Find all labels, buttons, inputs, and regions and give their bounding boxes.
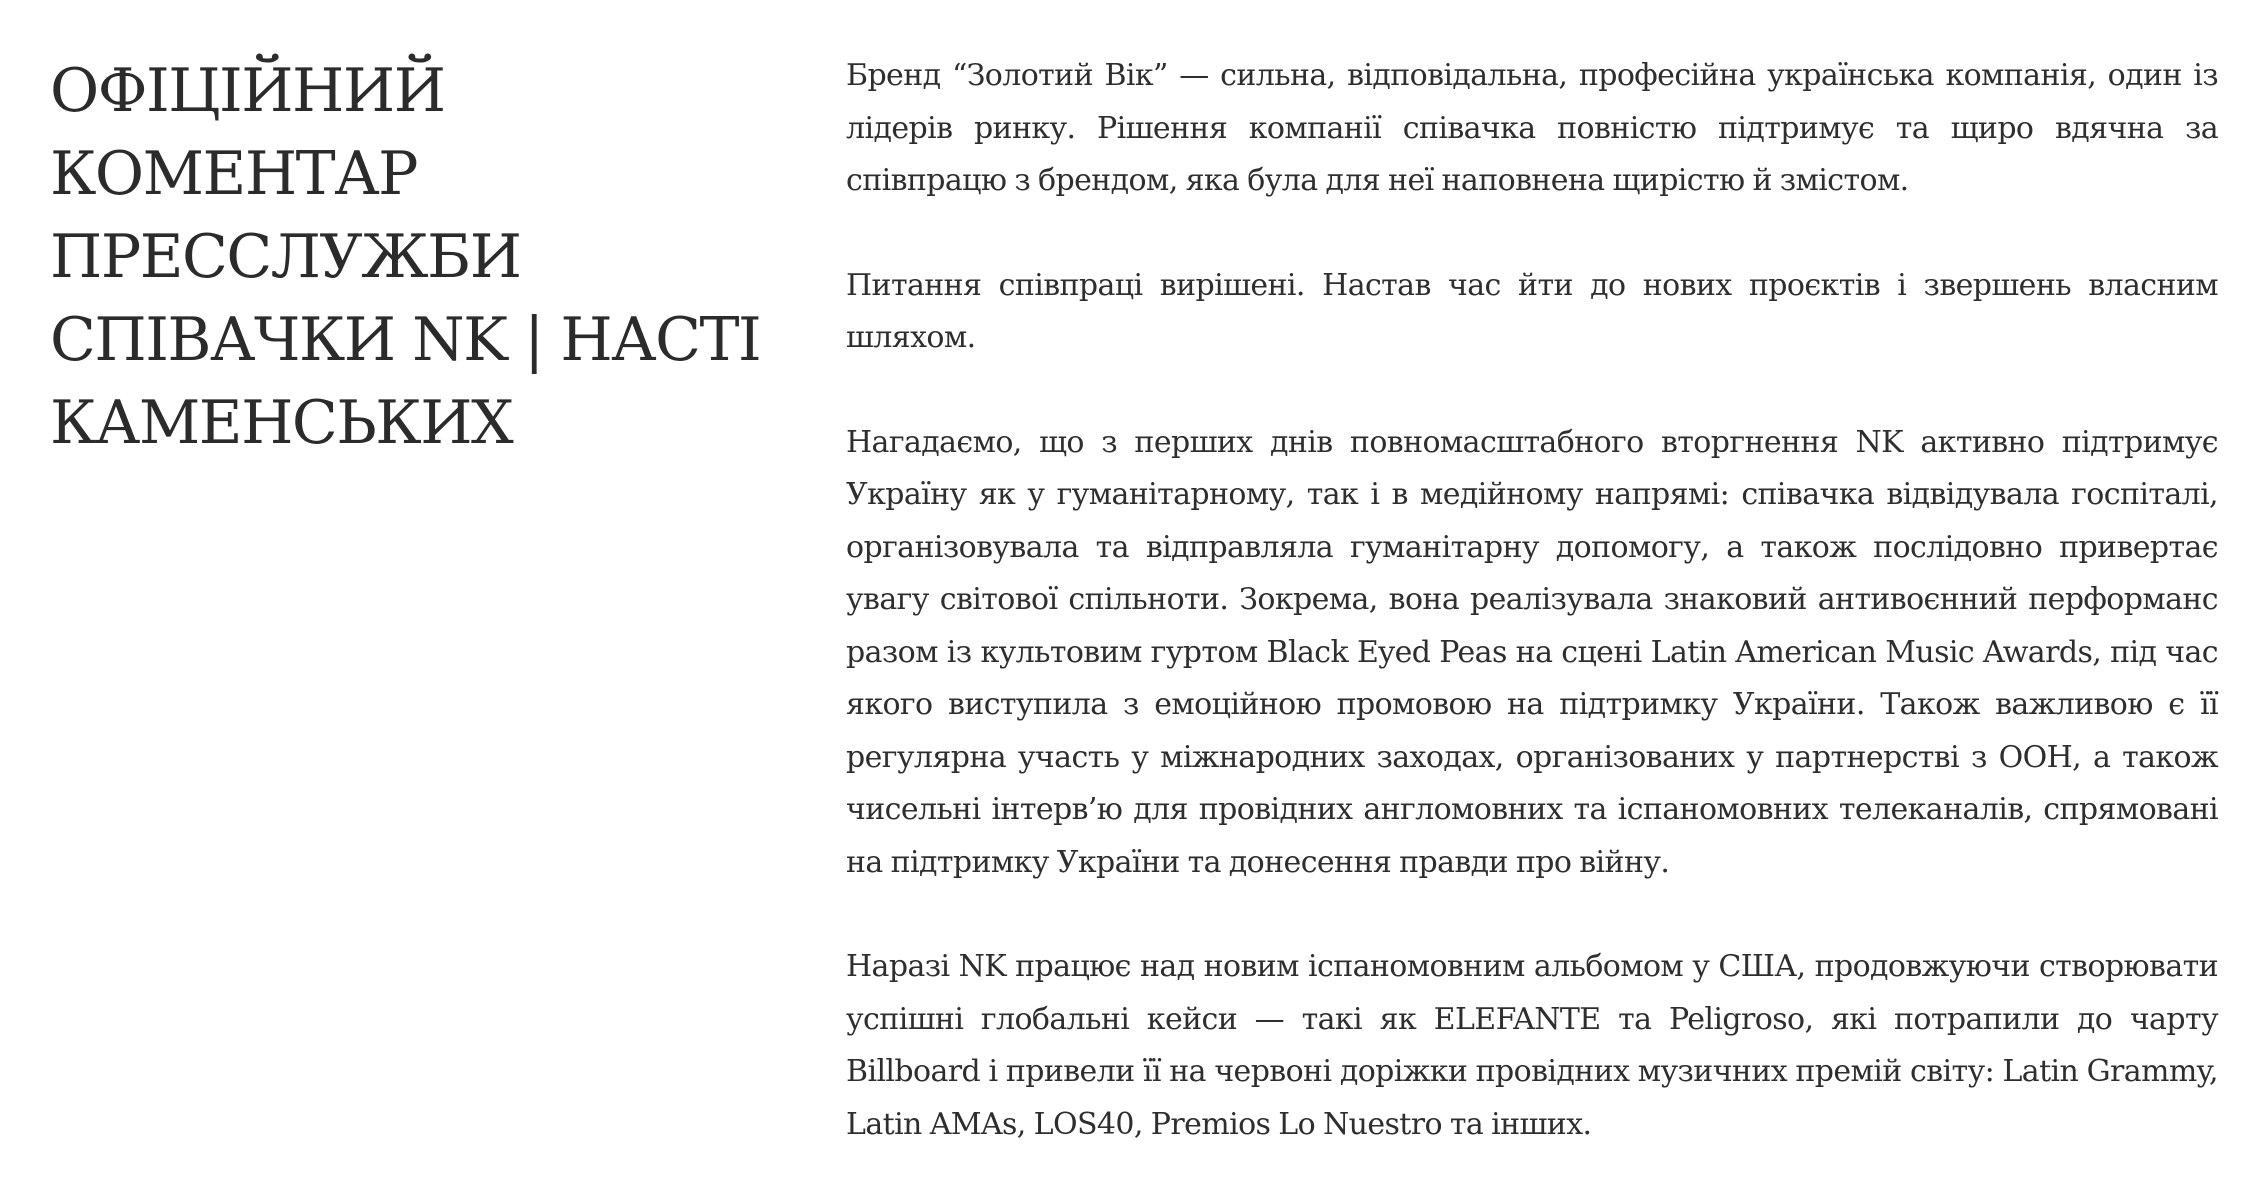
article-paragraph-2: Питання співпраці вирішені. Настав час йти до нових проєктів і звершень власним шляхом. xyxy=(846,267,2218,355)
article-paragraph-4: Наразі NK працює над новим іспаномовним альбомом у США, продовжуючи створювати успішні глобальні кейси — такі як ELEFANTE та Peligroso, які потрапили до чарту Billboard і привели її на червоні доріжки провідних музичних премій світу: Latin Grammy, Latin AMAs, LOS40, Premios Lo Nuestro та інших. xyxy=(846,949,2218,1142)
title-column xyxy=(50,50,770,465)
article-body xyxy=(846,50,2218,1151)
article-paragraph-1: Бренд “Золотий Вік” — сильна, відповідальна, професійна українська компанія, один із лідерів ринку. Рішення компанії співачка повністю підтримує та щиро вдячна за співпрацю з брендом, яка була для неї наповнена щирістю й змістом. xyxy=(846,58,2218,198)
page-title: ОФІЦІЙНИЙ КОМЕНТАР ПРЕССЛУЖБИ СПІВАЧКИ NK | НАСТІ КАМЕНСЬКИХ xyxy=(50,56,761,458)
article-paragraph-3: Нагадаємо, що з перших днів повномасштабного вторгнення NK активно підтримує Україну як у гуманітарному, так і в медійному напрямі: співачка відвідувала госпіталі, організовувала та відправляла гуманітарну допомогу, а також послідовно привертає увагу світової спільноти. Зокрема, вона реалізувала знаковий антивоєнний перформанс разом із культовим гуртом Black Eyed Peas на сцені Latin American Music Awards, під час якого виступила з емоційною промовою на підтримку України. Також важливою є її регулярна участь у міжнародних заходах, організованих у партнерстві з ООН, а також чисельні інтерв’ю для провідних англомовних та іспаномовних телеканалів, спрямовані на підтримку України та донесення правди про війну. xyxy=(846,424,2218,880)
